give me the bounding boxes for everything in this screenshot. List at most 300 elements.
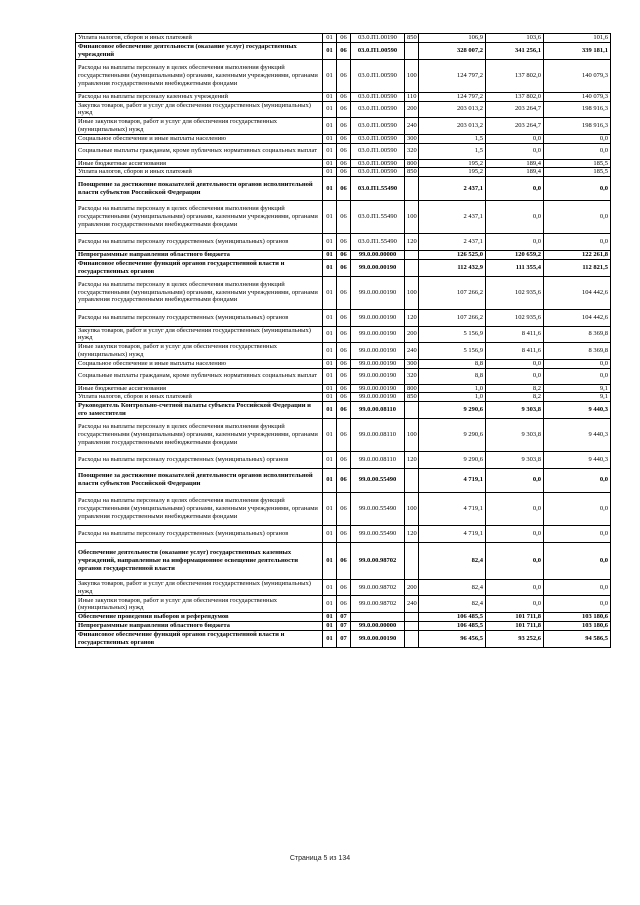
row-amount-year2: 137 802,0 (486, 92, 544, 101)
row-amount-year1: 1,5 (419, 134, 486, 143)
row-name: Социальные выплаты гражданам, кроме публичных нормативных социальных выплат (76, 368, 323, 384)
row-expense-type: 120 (405, 451, 419, 468)
row-expense-type (405, 622, 419, 631)
row-amount-year1: 1,0 (419, 393, 486, 402)
row-amount-year2: 189,4 (486, 159, 544, 168)
row-section-code: 01 (323, 384, 337, 393)
row-name: Расходы на выплаты персоналу государственных (муниципальных) органов (76, 309, 323, 326)
row-name: Расходы на выплаты персоналу в целях обеспечения выполнения функций государственными (муниципальными) органами, казенными учреждениями, органами управления государственными внебюджетными фондами (76, 418, 323, 451)
row-target-article: 99.0.00.00000 (351, 251, 405, 260)
row-amount-year3: 0,0 (544, 134, 611, 143)
row-target-article: 99.0.00.00190 (351, 368, 405, 384)
row-section-code: 01 (323, 101, 337, 118)
row-amount-year3: 122 261,8 (544, 251, 611, 260)
row-name: Расходы на выплаты персоналу в целях обеспечения выполнения функций государственными (муниципальными) органами, казенными учреждениями, органами управления государственными внебюджетными фондами (76, 201, 323, 234)
row-name: Расходы на выплаты персоналу государственных (муниципальных) органов (76, 451, 323, 468)
row-name: Поощрение за достижение показателей деятельности органов исполнительной власти субъектов Российской Федерации (76, 468, 323, 492)
row-target-article: 99.0.00.00000 (351, 622, 405, 631)
row-amount-year3: 0,0 (544, 492, 611, 525)
row-amount-year3: 0,0 (544, 596, 611, 613)
row-amount-year1: 82,4 (419, 542, 486, 579)
row-amount-year1: 82,4 (419, 579, 486, 596)
row-section-code: 01 (323, 34, 337, 43)
row-amount-year1: 124 797,2 (419, 59, 486, 92)
row-subsection-code: 06 (337, 343, 351, 360)
row-amount-year3: 101,6 (544, 34, 611, 43)
row-section-code: 01 (323, 596, 337, 613)
row-amount-year2: 0,0 (486, 596, 544, 613)
row-target-article: 03.0.П1.00590 (351, 42, 405, 59)
table-row (76, 468, 611, 492)
row-expense-type: 200 (405, 579, 419, 596)
row-target-article: 03.0.П1.00590 (351, 143, 405, 159)
row-amount-year2: 0,0 (486, 542, 544, 579)
row-name: Социальные выплаты гражданам, кроме публичных нормативных социальных выплат (76, 143, 323, 159)
row-subsection-code: 06 (337, 159, 351, 168)
row-section-code: 01 (323, 492, 337, 525)
row-amount-year1: 106 485,5 (419, 622, 486, 631)
row-amount-year1: 4 719,1 (419, 492, 486, 525)
row-expense-type (405, 251, 419, 260)
row-expense-type: 120 (405, 525, 419, 542)
row-amount-year2: 0,0 (486, 143, 544, 159)
row-amount-year1: 195,2 (419, 159, 486, 168)
row-amount-year1: 124 797,2 (419, 92, 486, 101)
row-amount-year2: 0,0 (486, 201, 544, 234)
table-row (76, 393, 611, 402)
table-row (76, 622, 611, 631)
row-amount-year2: 9 303,8 (486, 418, 544, 451)
row-amount-year3: 104 442,6 (544, 309, 611, 326)
row-section-code: 01 (323, 234, 337, 251)
row-amount-year2: 341 256,1 (486, 42, 544, 59)
row-section-code: 01 (323, 343, 337, 360)
row-section-code: 01 (323, 451, 337, 468)
row-amount-year2: 0,0 (486, 177, 544, 201)
row-section-code: 01 (323, 251, 337, 260)
row-amount-year1: 96 456,5 (419, 630, 486, 647)
table-row (76, 177, 611, 201)
row-subsection-code: 06 (337, 393, 351, 402)
row-name: Расходы на выплаты персоналу государственных (муниципальных) органов (76, 234, 323, 251)
row-target-article: 99.0.00.98702 (351, 579, 405, 596)
table-row (76, 402, 611, 419)
row-target-article: 03.0.П1.00590 (351, 101, 405, 118)
row-target-article: 99.0.00.08110 (351, 402, 405, 419)
row-subsection-code: 06 (337, 309, 351, 326)
row-amount-year3: 140 079,3 (544, 59, 611, 92)
row-expense-type: 110 (405, 92, 419, 101)
row-name: Закупка товаров, работ и услуг для обеспечения государственных (муниципальных) нужд (76, 326, 323, 343)
row-target-article: 99.0.00.55490 (351, 525, 405, 542)
row-name: Финансовое обеспечение деятельности (оказание услуг) государственных учреждений (76, 42, 323, 59)
table-row (76, 34, 611, 43)
row-subsection-code: 06 (337, 118, 351, 135)
row-section-code: 01 (323, 42, 337, 59)
row-amount-year1: 2 437,1 (419, 201, 486, 234)
row-target-article: 99.0.00.98702 (351, 596, 405, 613)
row-amount-year3: 9 440,3 (544, 451, 611, 468)
row-target-article: 99.0.00.00190 (351, 630, 405, 647)
table-row (76, 42, 611, 59)
row-section-code: 01 (323, 579, 337, 596)
row-subsection-code: 06 (337, 596, 351, 613)
table-row (76, 159, 611, 168)
table-row (76, 492, 611, 525)
row-expense-type: 240 (405, 343, 419, 360)
row-section-code: 01 (323, 468, 337, 492)
row-amount-year2: 203 264,7 (486, 101, 544, 118)
row-expense-type: 100 (405, 492, 419, 525)
row-expense-type: 240 (405, 596, 419, 613)
row-amount-year2: 8,2 (486, 393, 544, 402)
row-name: Закупка товаров, работ и услуг для обеспечения государственных (муниципальных) нужд (76, 579, 323, 596)
row-subsection-code: 06 (337, 34, 351, 43)
row-expense-type (405, 259, 419, 276)
row-section-code: 01 (323, 359, 337, 368)
row-name: Иные закупки товаров, работ и услуг для обеспечения государственных (муниципальных) нужд (76, 118, 323, 135)
row-amount-year3: 0,0 (544, 359, 611, 368)
row-expense-type: 300 (405, 359, 419, 368)
row-name: Непрограммные направления областного бюджета (76, 622, 323, 631)
row-target-article (351, 613, 405, 622)
row-subsection-code: 06 (337, 177, 351, 201)
row-subsection-code: 06 (337, 276, 351, 309)
row-amount-year1: 5 156,9 (419, 343, 486, 360)
row-name: Обеспечение проведения выборов и референдумов (76, 613, 323, 622)
row-amount-year3: 198 916,3 (544, 118, 611, 135)
row-section-code: 01 (323, 201, 337, 234)
row-amount-year1: 8,8 (419, 359, 486, 368)
row-subsection-code: 06 (337, 143, 351, 159)
row-name: Иные бюджетные ассигнования (76, 159, 323, 168)
row-subsection-code: 06 (337, 251, 351, 260)
row-expense-type (405, 613, 419, 622)
row-expense-type: 800 (405, 384, 419, 393)
row-subsection-code: 06 (337, 525, 351, 542)
row-section-code: 01 (323, 525, 337, 542)
row-section-code: 01 (323, 276, 337, 309)
row-subsection-code: 06 (337, 259, 351, 276)
row-amount-year1: 4 719,1 (419, 525, 486, 542)
row-name: Уплата налогов, сборов и иных платежей (76, 393, 323, 402)
row-name: Уплата налогов, сборов и иных платежей (76, 168, 323, 177)
row-amount-year1: 203 013,2 (419, 118, 486, 135)
row-target-article: 99.0.00.00190 (351, 309, 405, 326)
table-row (76, 134, 611, 143)
row-section-code: 01 (323, 177, 337, 201)
row-amount-year2: 0,0 (486, 134, 544, 143)
row-target-article: 99.0.00.55490 (351, 468, 405, 492)
row-section-code: 01 (323, 613, 337, 622)
row-target-article: 99.0.00.00190 (351, 393, 405, 402)
row-subsection-code: 06 (337, 402, 351, 419)
row-amount-year3: 0,0 (544, 579, 611, 596)
row-amount-year3: 198 916,3 (544, 101, 611, 118)
row-amount-year1: 106,9 (419, 34, 486, 43)
row-name: Обеспечение деятельности (оказание услуг) государственных казенных учреждений, направленные на информационное освещение деятельности органов государственной власти (76, 542, 323, 579)
row-expense-type: 850 (405, 168, 419, 177)
row-name: Иные закупки товаров, работ и услуг для обеспечения государственных (муниципальных) нужд (76, 596, 323, 613)
row-subsection-code: 07 (337, 622, 351, 631)
row-target-article: 03.0.П1.00590 (351, 118, 405, 135)
row-subsection-code: 06 (337, 59, 351, 92)
row-amount-year3: 0,0 (544, 525, 611, 542)
row-amount-year1: 9 290,6 (419, 451, 486, 468)
table-row (76, 525, 611, 542)
row-amount-year1: 82,4 (419, 596, 486, 613)
row-amount-year3: 0,0 (544, 542, 611, 579)
row-target-article: 99.0.00.08110 (351, 418, 405, 451)
table-row (76, 418, 611, 451)
row-amount-year3: 9,1 (544, 384, 611, 393)
row-amount-year2: 102 935,6 (486, 309, 544, 326)
row-expense-type: 100 (405, 59, 419, 92)
row-expense-type: 100 (405, 201, 419, 234)
row-name: Расходы на выплаты персоналу в целях обеспечения выполнения функций государственными (муниципальными) органами, казенными учреждениями, органами управления государственными внебюджетными фондами (76, 492, 323, 525)
row-amount-year1: 106 485,5 (419, 613, 486, 622)
row-expense-type: 100 (405, 276, 419, 309)
row-amount-year1: 203 013,2 (419, 101, 486, 118)
table-row (76, 101, 611, 118)
table-row (76, 168, 611, 177)
row-subsection-code: 06 (337, 468, 351, 492)
table-row (76, 118, 611, 135)
row-name: Иные закупки товаров, работ и услуг для обеспечения государственных (муниципальных) нужд (76, 343, 323, 360)
row-amount-year2: 103,6 (486, 34, 544, 43)
row-target-article: 03.0.П1.55490 (351, 201, 405, 234)
row-target-article: 99.0.00.55490 (351, 492, 405, 525)
row-expense-type: 120 (405, 234, 419, 251)
row-expense-type: 120 (405, 309, 419, 326)
table-row (76, 384, 611, 393)
row-expense-type: 240 (405, 118, 419, 135)
row-amount-year1: 195,2 (419, 168, 486, 177)
row-amount-year3: 103 180,6 (544, 622, 611, 631)
row-amount-year2: 9 303,8 (486, 402, 544, 419)
row-subsection-code: 06 (337, 92, 351, 101)
row-amount-year2: 93 252,6 (486, 630, 544, 647)
row-amount-year3: 103 180,6 (544, 613, 611, 622)
row-target-article: 03.0.П1.00590 (351, 92, 405, 101)
row-expense-type: 200 (405, 101, 419, 118)
row-amount-year1: 4 719,1 (419, 468, 486, 492)
row-section-code: 01 (323, 143, 337, 159)
row-expense-type (405, 542, 419, 579)
row-name: Расходы на выплаты персоналу государственных (муниципальных) органов (76, 525, 323, 542)
row-expense-type (405, 42, 419, 59)
row-amount-year1: 328 007,2 (419, 42, 486, 59)
row-name: Иные бюджетные ассигнования (76, 384, 323, 393)
table-row (76, 309, 611, 326)
row-subsection-code: 06 (337, 579, 351, 596)
table-row (76, 234, 611, 251)
row-amount-year3: 0,0 (544, 177, 611, 201)
row-subsection-code: 07 (337, 613, 351, 622)
row-subsection-code: 06 (337, 368, 351, 384)
row-amount-year2: 111 355,4 (486, 259, 544, 276)
table-row (76, 276, 611, 309)
row-amount-year3: 140 079,3 (544, 92, 611, 101)
row-target-article: 99.0.00.00190 (351, 343, 405, 360)
row-target-article: 99.0.00.00190 (351, 326, 405, 343)
row-name: Финансовое обеспечение функций органов государственной власти и государственных органов (76, 630, 323, 647)
row-section-code: 01 (323, 622, 337, 631)
row-target-article: 99.0.00.00190 (351, 259, 405, 276)
row-amount-year2: 0,0 (486, 579, 544, 596)
row-name: Расходы на выплаты персоналу казенных учреждений (76, 92, 323, 101)
row-amount-year1: 9 290,6 (419, 418, 486, 451)
row-section-code: 01 (323, 542, 337, 579)
row-subsection-code: 06 (337, 418, 351, 451)
row-subsection-code: 06 (337, 542, 351, 579)
row-target-article: 03.0.П1.55490 (351, 177, 405, 201)
row-subsection-code: 06 (337, 134, 351, 143)
row-section-code: 01 (323, 159, 337, 168)
row-subsection-code: 06 (337, 234, 351, 251)
row-expense-type: 850 (405, 393, 419, 402)
row-amount-year1: 1,0 (419, 384, 486, 393)
row-amount-year3: 0,0 (544, 468, 611, 492)
row-expense-type: 100 (405, 418, 419, 451)
row-subsection-code: 06 (337, 201, 351, 234)
row-name: Уплата налогов, сборов и иных платежей (76, 34, 323, 43)
row-name: Расходы на выплаты персоналу в целях обеспечения выполнения функций государственными (муниципальными) органами, казенными учреждениями, органами управления государственными внебюджетными фондами (76, 59, 323, 92)
row-section-code: 01 (323, 368, 337, 384)
row-amount-year1: 9 290,6 (419, 402, 486, 419)
table-row (76, 613, 611, 622)
row-amount-year1: 126 525,0 (419, 251, 486, 260)
row-amount-year3: 9 440,3 (544, 402, 611, 419)
row-amount-year2: 0,0 (486, 492, 544, 525)
row-amount-year3: 104 442,6 (544, 276, 611, 309)
row-section-code: 01 (323, 259, 337, 276)
row-amount-year3: 0,0 (544, 234, 611, 251)
row-amount-year2: 9 303,8 (486, 451, 544, 468)
row-subsection-code: 06 (337, 384, 351, 393)
table-row (76, 251, 611, 260)
row-section-code: 01 (323, 326, 337, 343)
row-amount-year3: 0,0 (544, 201, 611, 234)
row-name: Социальное обеспечение и иные выплаты населению (76, 134, 323, 143)
row-amount-year1: 112 432,9 (419, 259, 486, 276)
row-name: Расходы на выплаты персоналу в целях обеспечения выполнения функций государственными (муниципальными) органами, казенными учреждениями, органами управления государственными внебюджетными фондами (76, 276, 323, 309)
row-subsection-code: 06 (337, 168, 351, 177)
row-target-article: 99.0.00.00190 (351, 359, 405, 368)
row-amount-year1: 5 156,9 (419, 326, 486, 343)
row-amount-year2: 101 711,8 (486, 613, 544, 622)
table-row (76, 201, 611, 234)
row-subsection-code: 06 (337, 451, 351, 468)
row-subsection-code: 06 (337, 101, 351, 118)
row-expense-type: 850 (405, 34, 419, 43)
row-target-article: 03.0.П1.00190 (351, 34, 405, 43)
row-section-code: 01 (323, 59, 337, 92)
budget-table (75, 33, 611, 648)
row-name: Социальное обеспечение и иные выплаты населению (76, 359, 323, 368)
row-name: Закупка товаров, работ и услуг для обеспечения государственных (муниципальных) нужд (76, 101, 323, 118)
row-target-article: 03.0.П1.55490 (351, 234, 405, 251)
row-target-article: 03.0.П1.00590 (351, 59, 405, 92)
budget-page (75, 33, 610, 648)
row-target-article: 03.0.П1.00590 (351, 134, 405, 143)
budget-rows (76, 34, 611, 648)
row-amount-year1: 1,5 (419, 143, 486, 159)
row-subsection-code: 06 (337, 42, 351, 59)
row-amount-year2: 8,2 (486, 384, 544, 393)
table-row (76, 451, 611, 468)
row-section-code: 01 (323, 134, 337, 143)
row-amount-year2: 0,0 (486, 359, 544, 368)
row-amount-year2: 137 802,0 (486, 59, 544, 92)
row-amount-year3: 9 440,3 (544, 418, 611, 451)
row-amount-year2: 203 264,7 (486, 118, 544, 135)
row-amount-year2: 8 411,6 (486, 343, 544, 360)
table-row (76, 59, 611, 92)
row-amount-year1: 2 437,1 (419, 177, 486, 201)
table-row (76, 359, 611, 368)
row-amount-year2: 0,0 (486, 368, 544, 384)
row-amount-year3: 185,5 (544, 168, 611, 177)
table-row (76, 343, 611, 360)
row-subsection-code: 06 (337, 359, 351, 368)
row-section-code: 01 (323, 630, 337, 647)
row-amount-year2: 101 711,8 (486, 622, 544, 631)
table-row (76, 542, 611, 579)
row-expense-type: 200 (405, 326, 419, 343)
table-row (76, 326, 611, 343)
row-amount-year3: 0,0 (544, 143, 611, 159)
table-row (76, 596, 611, 613)
row-amount-year2: 0,0 (486, 468, 544, 492)
row-target-article: 03.0.П1.00590 (351, 168, 405, 177)
row-amount-year3: 9,1 (544, 393, 611, 402)
row-amount-year2: 0,0 (486, 525, 544, 542)
row-amount-year2: 189,4 (486, 168, 544, 177)
row-amount-year3: 339 181,1 (544, 42, 611, 59)
row-amount-year2: 0,0 (486, 234, 544, 251)
table-row (76, 579, 611, 596)
row-section-code: 01 (323, 118, 337, 135)
page-number: Страница 5 из 134 (289, 855, 351, 862)
row-expense-type (405, 177, 419, 201)
row-section-code: 01 (323, 92, 337, 101)
row-amount-year1: 107 266,2 (419, 309, 486, 326)
row-amount-year1: 107 266,2 (419, 276, 486, 309)
row-expense-type (405, 468, 419, 492)
row-amount-year1: 8,8 (419, 368, 486, 384)
row-target-article: 99.0.00.00190 (351, 276, 405, 309)
row-amount-year2: 102 935,6 (486, 276, 544, 309)
table-row (76, 143, 611, 159)
row-subsection-code: 06 (337, 492, 351, 525)
row-name: Руководитель Контрольно-счетной палаты субъекта Российской Федерации и его заместители (76, 402, 323, 419)
row-amount-year1: 2 437,1 (419, 234, 486, 251)
row-target-article: 99.0.00.00190 (351, 384, 405, 393)
row-target-article: 99.0.00.98702 (351, 542, 405, 579)
row-amount-year3: 8 369,8 (544, 343, 611, 360)
row-expense-type: 320 (405, 143, 419, 159)
row-section-code: 01 (323, 168, 337, 177)
row-name: Непрограммные направления областного бюджета (76, 251, 323, 260)
row-amount-year3: 185,5 (544, 159, 611, 168)
row-expense-type: 320 (405, 368, 419, 384)
row-amount-year3: 8 369,8 (544, 326, 611, 343)
row-expense-type: 800 (405, 159, 419, 168)
row-target-article: 99.0.00.08110 (351, 451, 405, 468)
row-name: Финансовое обеспечение функций органов государственной власти и государственных органов (76, 259, 323, 276)
row-expense-type (405, 402, 419, 419)
